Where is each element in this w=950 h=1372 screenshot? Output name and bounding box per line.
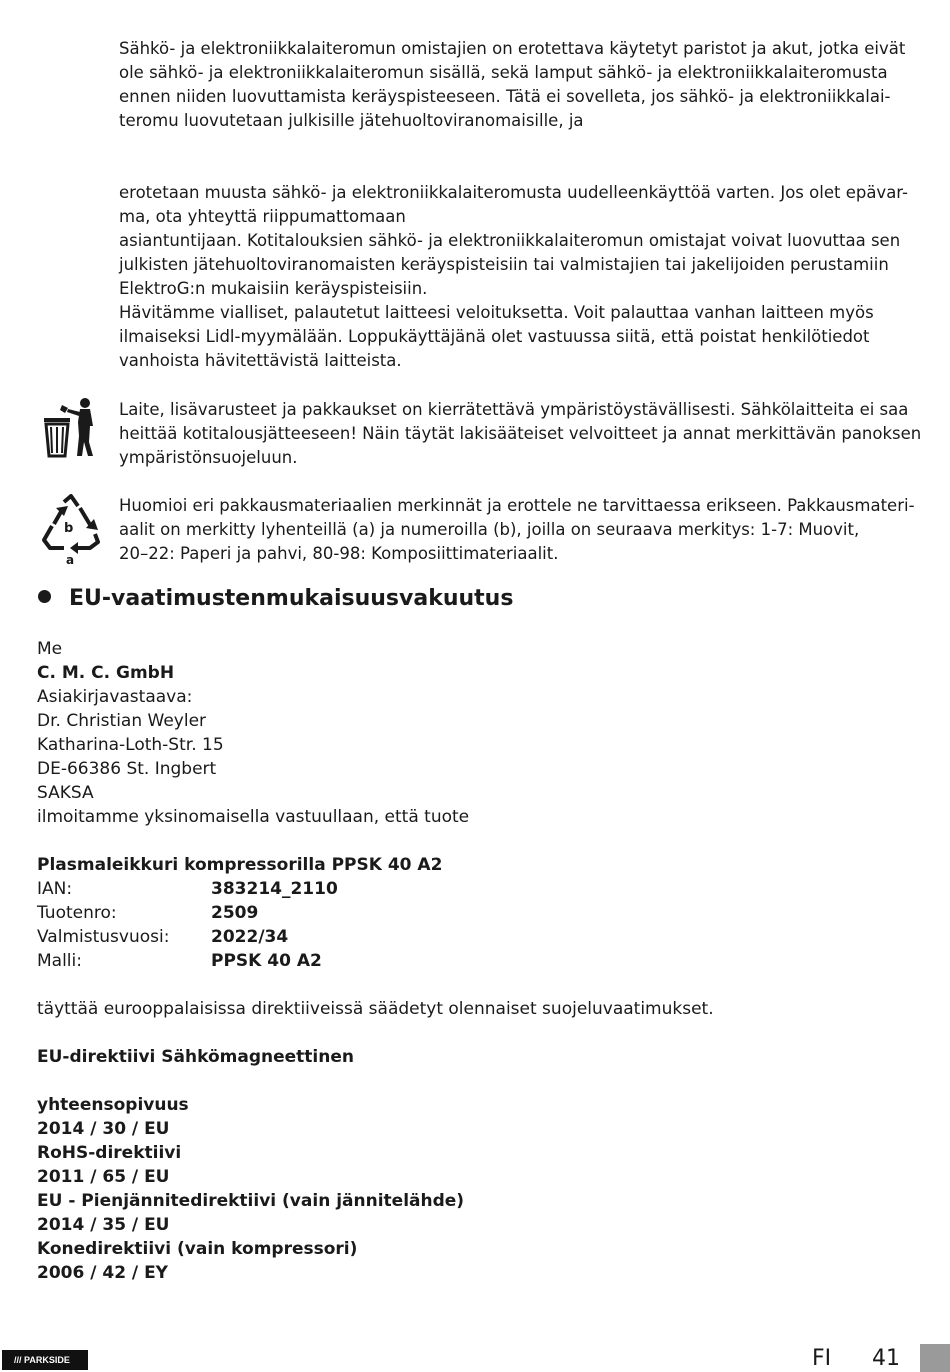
text-line: ympäristönsuojeluun. bbox=[119, 448, 298, 467]
directive-line: 2011 / 65 / EU bbox=[37, 1167, 170, 1187]
text-line: ElektroG:n mukaisiin keräyspisteisiin. bbox=[119, 279, 428, 298]
directive-line: 2006 / 42 / EY bbox=[37, 1263, 168, 1283]
itemno-label: Tuotenro: bbox=[37, 903, 117, 923]
model-value: PPSK 40 A2 bbox=[211, 951, 322, 971]
bullet-icon bbox=[38, 590, 51, 603]
text-line: teromu luovutetaan julkisille jätehuoltoviranomaisille, ja bbox=[119, 111, 584, 130]
decl-itemno-row bbox=[37, 901, 897, 925]
decl-responsible-label: Asiakirjavastaava: bbox=[37, 687, 193, 707]
year-label: Valmistusvuosi: bbox=[37, 927, 170, 947]
paragraph-packaging bbox=[119, 494, 919, 566]
declaration-block bbox=[37, 637, 897, 1285]
text-line: aalit on merkitty lyhenteillä (a) ja numeroilla (b), joilla on seuraava merkitys: 1-7: Muovit, bbox=[119, 520, 860, 539]
directive-line: EU-direktiivi Sähkömagneettinen bbox=[37, 1047, 354, 1067]
text-line: Laite, lisävarusteet ja pakkaukset on kierrätettävä ympäristöystävällisesti. Sähkölaitteita ei saa bbox=[119, 400, 909, 419]
decl-street: Katharina-Loth-Str. 15 bbox=[37, 735, 224, 755]
directive-line: EU - Pienjännitedirektiivi (vain jännitelähde) bbox=[37, 1191, 465, 1211]
recycle-label-b: b bbox=[64, 521, 74, 536]
decl-country: SAKSA bbox=[37, 783, 94, 803]
itemno-value: 2509 bbox=[211, 903, 259, 923]
page-number: 41 bbox=[872, 1346, 900, 1371]
parkside-logo: /// PARKSIDE bbox=[2, 1350, 88, 1370]
decl-person: Dr. Christian Weyler bbox=[37, 711, 207, 731]
year-value: 2022/34 bbox=[211, 927, 289, 947]
paragraph-reuse-disposal bbox=[119, 181, 919, 373]
decl-me: Me bbox=[37, 639, 63, 659]
text-line: Huomioi eri pakkausmateriaalien merkinnät ja erottele ne tarvittaessa erikseen. Pakkausmateri- bbox=[119, 496, 915, 515]
page-marker bbox=[920, 1344, 950, 1372]
directive-line: yhteensopivuus bbox=[37, 1095, 189, 1115]
text-line: 20–22: Paperi ja pahvi, 80-98: Komposiittimateriaalit. bbox=[119, 544, 559, 563]
text-line: heittää kotitalousjätteeseen! Näin täytät lakisääteiset velvoitteet ja annat merkittävän panoksen bbox=[119, 424, 922, 443]
decl-model-row bbox=[37, 949, 897, 973]
decl-statement: ilmoitamme yksinomaisella vastuullaan, että tuote bbox=[37, 807, 470, 827]
decl-company: C. M. C. GmbH bbox=[37, 663, 175, 683]
paragraph-battery-separation bbox=[119, 37, 919, 133]
directive-line: 2014 / 35 / EU bbox=[37, 1215, 170, 1235]
text-line: ma, ota yhteyttä riippumattomaan bbox=[119, 207, 406, 226]
text-line: ilmaiseksi Lidl-myymälään. Loppukäyttäjänä olet vastuussa siitä, että poistat henkilötiedot bbox=[119, 327, 870, 346]
model-label: Malli: bbox=[37, 951, 82, 971]
ian-label: IAN: bbox=[37, 879, 73, 899]
decl-ian-row bbox=[37, 877, 897, 901]
ian-value: 383214_2110 bbox=[211, 879, 338, 899]
recycle-label-a: a bbox=[66, 553, 75, 566]
footer-language: FI bbox=[812, 1346, 832, 1371]
section-heading bbox=[38, 584, 513, 614]
text-line: Hävitämme vialliset, palautetut laitteesi veloituksetta. Voit palauttaa vanhan laitteen myös bbox=[119, 303, 874, 322]
directive-line: RoHS-direktiivi bbox=[37, 1143, 182, 1163]
text-line: erotetaan muusta sähkö- ja elektroniikkalaiteromusta uudelleenkäyttöä varten. Jos olet epävar- bbox=[119, 183, 908, 202]
text-line: Sähkö- ja elektroniikkalaiteromun omistajien on erotettava käytetyt paristot ja akut, jotka eivät bbox=[119, 39, 906, 58]
recycling-triangle-icon bbox=[40, 494, 102, 566]
directive-line: Konedirektiivi (vain kompressori) bbox=[37, 1239, 358, 1259]
text-line: ennen niiden luovuttamista keräyspisteeseen. Tätä ei sovelleta, jos sähkö- ja elektroniikkalai- bbox=[119, 87, 891, 106]
decl-year-row bbox=[37, 925, 897, 949]
heading-text: EU-vaatimustenmukaisuusvakuutus bbox=[69, 586, 514, 611]
text-line: julkisten jätehuoltoviranomaisten keräyspisteisiin tai valmistajien tai jakelijoiden perustamiin bbox=[119, 255, 889, 274]
paragraph-environment bbox=[119, 398, 922, 470]
text-line: ole sähkö- ja elektroniikkalaiteromun sisällä, sekä lamput sähkö- ja elektroniikkalaiteromusta bbox=[119, 63, 888, 82]
crossed-bin-person-icon bbox=[38, 396, 98, 460]
text-line: asiantuntijaan. Kotitalouksien sähkö- ja elektroniikkalaiteromun omistajat voivat luovuttaa sen bbox=[119, 231, 901, 250]
directive-line: 2014 / 30 / EU bbox=[37, 1119, 170, 1139]
decl-city: DE-66386 St. Ingbert bbox=[37, 759, 217, 779]
decl-compliance: täyttää eurooppalaisissa direktiiveissä säädetyt olennaiset suojeluvaatimukset. bbox=[37, 999, 714, 1019]
text-line: vanhoista hävitettävistä laitteista. bbox=[119, 351, 402, 370]
decl-product: Plasmaleikkuri kompressorilla PPSK 40 A2 bbox=[37, 855, 443, 875]
